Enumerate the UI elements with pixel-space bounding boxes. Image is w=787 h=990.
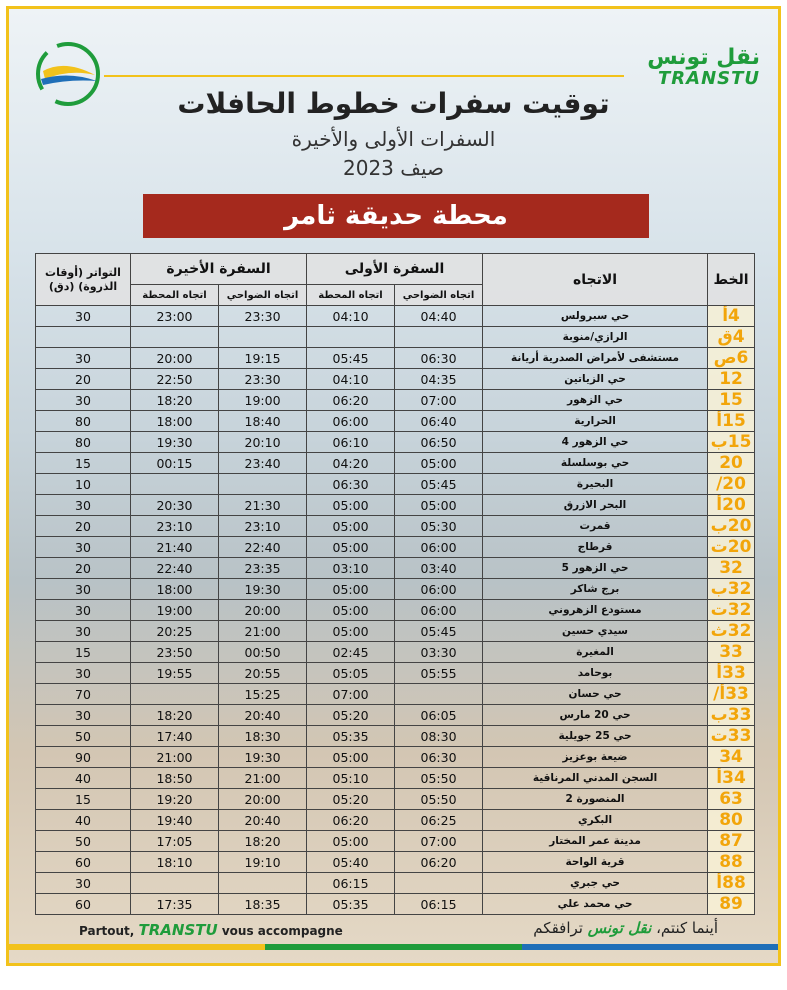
footer-ar-brand: نقل تونس xyxy=(587,919,652,937)
first-to-station-cell: 05:20 xyxy=(307,705,395,726)
last-to-suburbs-cell: 23:10 xyxy=(219,516,307,537)
frequency-cell: 15 xyxy=(36,453,131,474)
last-to-station-cell: 18:20 xyxy=(131,390,219,411)
table-row xyxy=(36,873,755,894)
last-to-station-cell: 18:10 xyxy=(131,852,219,873)
last-to-suburbs-cell: 18:30 xyxy=(219,726,307,747)
last-to-station-cell: 23:50 xyxy=(131,642,219,663)
first-to-suburbs-cell: 06:25 xyxy=(395,810,483,831)
table-row xyxy=(36,600,755,621)
last-to-station-cell xyxy=(131,684,219,705)
direction-cell: ضيعة بوعزيز xyxy=(483,747,708,768)
table-row xyxy=(36,369,755,390)
frequency-cell: 60 xyxy=(36,894,131,915)
first-to-station-cell: 05:45 xyxy=(307,348,395,369)
station-banner: محطة حديقة ثامر xyxy=(143,194,649,238)
first-to-suburbs-cell: 03:40 xyxy=(395,558,483,579)
last-to-suburbs-cell: 22:40 xyxy=(219,537,307,558)
frequency-cell: 10 xyxy=(36,474,131,495)
direction-cell: حي بوسلسلة xyxy=(483,453,708,474)
frequency-cell: 50 xyxy=(36,726,131,747)
last-to-station-cell: 23:00 xyxy=(131,306,219,327)
last-to-suburbs-cell xyxy=(219,474,307,495)
frequency-cell: 15 xyxy=(36,642,131,663)
first-to-suburbs-cell: 06:50 xyxy=(395,432,483,453)
direction-cell: حي الزياتين xyxy=(483,369,708,390)
direction-cell: المغيرة xyxy=(483,642,708,663)
line-number-cell: 33أ/ xyxy=(708,684,755,705)
frequency-cell: 30 xyxy=(36,663,131,684)
footer-fr-brand: TRANSTU xyxy=(138,921,218,939)
schedule-body xyxy=(36,306,755,915)
line-number-cell: 4أ xyxy=(708,306,755,327)
first-to-suburbs-cell: 06:15 xyxy=(395,894,483,915)
first-to-station-cell: 05:00 xyxy=(307,516,395,537)
last-to-suburbs-cell: 23:40 xyxy=(219,453,307,474)
first-to-station-cell: 06:15 xyxy=(307,873,395,894)
table-row xyxy=(36,684,755,705)
first-to-suburbs-cell: 06:00 xyxy=(395,600,483,621)
line-number-cell: 33أ xyxy=(708,663,755,684)
table-row xyxy=(36,327,755,348)
first-to-station-cell: 05:40 xyxy=(307,852,395,873)
line-number-cell: 88أ xyxy=(708,873,755,894)
header-line: الخط xyxy=(708,254,755,306)
line-number-cell: 20/ xyxy=(708,474,755,495)
last-to-station-cell xyxy=(131,327,219,348)
last-to-suburbs-cell: 23:35 xyxy=(219,558,307,579)
first-to-suburbs-cell: 05:00 xyxy=(395,495,483,516)
direction-cell: قرية الواحة xyxy=(483,852,708,873)
frequency-cell: 20 xyxy=(36,558,131,579)
direction-cell: السجن المدني المرناقية xyxy=(483,768,708,789)
table-row xyxy=(36,348,755,369)
direction-cell: حي حسان xyxy=(483,684,708,705)
frequency-cell xyxy=(36,327,131,348)
table-row xyxy=(36,705,755,726)
direction-cell: سيدي حسين xyxy=(483,621,708,642)
first-to-suburbs-cell: 05:50 xyxy=(395,789,483,810)
last-to-station-cell: 19:30 xyxy=(131,432,219,453)
last-to-station-cell: 22:50 xyxy=(131,369,219,390)
direction-cell: مستودع الزهروني xyxy=(483,600,708,621)
line-number-cell: 15 xyxy=(708,390,755,411)
first-to-suburbs-cell: 05:45 xyxy=(395,474,483,495)
last-to-station-cell: 20:00 xyxy=(131,348,219,369)
last-to-suburbs-cell xyxy=(219,327,307,348)
first-to-suburbs-cell: 05:50 xyxy=(395,768,483,789)
header-last-to-station: اتجاه المحطة xyxy=(131,285,219,306)
table-row xyxy=(36,831,755,852)
last-to-station-cell xyxy=(131,474,219,495)
footer-fr-post: vous accompagne xyxy=(221,924,343,938)
first-to-suburbs-cell xyxy=(395,684,483,705)
first-to-station-cell: 02:45 xyxy=(307,642,395,663)
last-to-suburbs-cell: 20:10 xyxy=(219,432,307,453)
table-row xyxy=(36,852,755,873)
line-number-cell: 15أ xyxy=(708,411,755,432)
transtu-logo xyxy=(647,47,760,89)
direction-cell: حي الزهور xyxy=(483,390,708,411)
first-to-station-cell: 05:35 xyxy=(307,726,395,747)
direction-cell: قمرت xyxy=(483,516,708,537)
frequency-cell: 30 xyxy=(36,705,131,726)
header-direction: الاتجاه xyxy=(483,254,708,306)
frequency-cell: 20 xyxy=(36,516,131,537)
header-first-trip: السفرة الأولى xyxy=(307,254,483,285)
line-number-cell: 20أ xyxy=(708,495,755,516)
first-to-suburbs-cell: 06:20 xyxy=(395,852,483,873)
header-last-to-suburbs: اتجاه الضواحي xyxy=(219,285,307,306)
line-number-cell: 20 xyxy=(708,453,755,474)
line-number-cell: 4ق xyxy=(708,327,755,348)
first-to-station-cell: 05:00 xyxy=(307,747,395,768)
table-row xyxy=(36,474,755,495)
header-last-trip: السفرة الأخيرة xyxy=(131,254,307,285)
first-to-station-cell: 07:00 xyxy=(307,684,395,705)
line-number-cell: 15ب xyxy=(708,432,755,453)
frequency-cell: 30 xyxy=(36,306,131,327)
table-row xyxy=(36,789,755,810)
line-number-cell: 33ت xyxy=(708,726,755,747)
footer-ar-post: ترافقكم xyxy=(533,919,583,937)
table-row xyxy=(36,537,755,558)
page-subtitle: السفرات الأولى والأخيرة xyxy=(291,127,496,151)
line-number-cell: 32ث xyxy=(708,621,755,642)
table-row xyxy=(36,747,755,768)
first-to-station-cell: 06:20 xyxy=(307,390,395,411)
first-to-suburbs-cell: 03:30 xyxy=(395,642,483,663)
frequency-cell: 40 xyxy=(36,768,131,789)
last-to-suburbs-cell: 00:50 xyxy=(219,642,307,663)
footer-color-stripe xyxy=(9,944,778,950)
footer-slogan-ar xyxy=(533,919,718,937)
first-to-suburbs-cell: 06:00 xyxy=(395,579,483,600)
line-number-cell: 20ت xyxy=(708,537,755,558)
first-to-suburbs-cell: 06:30 xyxy=(395,747,483,768)
direction-cell: حي جبري xyxy=(483,873,708,894)
first-to-suburbs-cell: 07:00 xyxy=(395,390,483,411)
frequency-cell: 30 xyxy=(36,873,131,894)
last-to-station-cell: 23:10 xyxy=(131,516,219,537)
last-to-suburbs-cell: 20:00 xyxy=(219,600,307,621)
frequency-cell: 30 xyxy=(36,600,131,621)
first-to-suburbs-cell: 05:00 xyxy=(395,453,483,474)
line-number-cell: 87 xyxy=(708,831,755,852)
last-to-station-cell: 21:00 xyxy=(131,747,219,768)
table-row xyxy=(36,894,755,915)
last-to-station-cell: 17:35 xyxy=(131,894,219,915)
last-to-suburbs-cell: 21:30 xyxy=(219,495,307,516)
last-to-station-cell: 18:20 xyxy=(131,705,219,726)
last-to-suburbs-cell: 18:40 xyxy=(219,411,307,432)
direction-cell: البحر الازرق xyxy=(483,495,708,516)
last-to-suburbs-cell: 21:00 xyxy=(219,768,307,789)
frequency-cell: 20 xyxy=(36,369,131,390)
line-number-cell: 33 xyxy=(708,642,755,663)
brand-latin: TRANSTU xyxy=(658,68,760,89)
first-to-station-cell: 03:10 xyxy=(307,558,395,579)
direction-cell: بوحامد xyxy=(483,663,708,684)
last-to-suburbs-cell: 23:30 xyxy=(219,306,307,327)
last-to-station-cell: 22:40 xyxy=(131,558,219,579)
footer-fr-pre: Partout, xyxy=(79,924,135,938)
last-to-suburbs-cell: 15:25 xyxy=(219,684,307,705)
frequency-cell: 30 xyxy=(36,537,131,558)
table-row xyxy=(36,726,755,747)
footer-slogan-fr xyxy=(79,921,343,939)
last-to-station-cell: 21:40 xyxy=(131,537,219,558)
direction-cell: حي الزهور 5 xyxy=(483,558,708,579)
frequency-cell: 60 xyxy=(36,852,131,873)
last-to-station-cell: 18:50 xyxy=(131,768,219,789)
timetable-poster xyxy=(6,6,781,966)
brand-arabic: نقل تونس xyxy=(647,45,760,70)
last-to-station-cell: 18:00 xyxy=(131,579,219,600)
table-row xyxy=(36,453,755,474)
first-to-station-cell xyxy=(307,327,395,348)
line-number-cell: 63 xyxy=(708,789,755,810)
frequency-cell: 80 xyxy=(36,432,131,453)
frequency-cell: 15 xyxy=(36,789,131,810)
last-to-suburbs-cell: 23:30 xyxy=(219,369,307,390)
last-to-suburbs-cell xyxy=(219,873,307,894)
first-to-station-cell: 05:00 xyxy=(307,621,395,642)
table-row xyxy=(36,516,755,537)
first-to-station-cell: 05:00 xyxy=(307,495,395,516)
table-row xyxy=(36,306,755,327)
last-to-suburbs-cell: 20:55 xyxy=(219,663,307,684)
table-row xyxy=(36,432,755,453)
header-first-to-station: اتجاه المحطة xyxy=(307,285,395,306)
frequency-cell: 30 xyxy=(36,495,131,516)
last-to-suburbs-cell: 19:00 xyxy=(219,390,307,411)
line-number-cell: 20ب xyxy=(708,516,755,537)
first-to-suburbs-cell: 08:30 xyxy=(395,726,483,747)
line-number-cell: 6ص xyxy=(708,348,755,369)
line-number-cell: 12 xyxy=(708,369,755,390)
first-to-station-cell: 05:00 xyxy=(307,537,395,558)
header-first-to-suburbs: اتجاه الضواحي xyxy=(395,285,483,306)
table-row xyxy=(36,579,755,600)
direction-cell: حي الزهور 4 xyxy=(483,432,708,453)
frequency-cell: 30 xyxy=(36,348,131,369)
last-to-suburbs-cell: 19:15 xyxy=(219,348,307,369)
first-to-suburbs-cell xyxy=(395,327,483,348)
last-to-station-cell: 00:15 xyxy=(131,453,219,474)
first-to-suburbs-cell: 05:55 xyxy=(395,663,483,684)
line-number-cell: 89 xyxy=(708,894,755,915)
line-number-cell: 32ب xyxy=(708,579,755,600)
direction-cell: الرازي/منوبة xyxy=(483,327,708,348)
frequency-cell: 30 xyxy=(36,579,131,600)
direction-cell: برج شاكر xyxy=(483,579,708,600)
frequency-cell: 40 xyxy=(36,810,131,831)
first-to-station-cell: 05:00 xyxy=(307,600,395,621)
last-to-station-cell: 19:40 xyxy=(131,810,219,831)
direction-cell: البكري xyxy=(483,810,708,831)
last-to-suburbs-cell: 19:10 xyxy=(219,852,307,873)
page-title: توقيت سفرات خطوط الحافلات xyxy=(177,87,610,120)
season-label: صيف 2023 xyxy=(343,156,444,180)
direction-cell: الحرارية xyxy=(483,411,708,432)
first-to-station-cell: 06:10 xyxy=(307,432,395,453)
direction-cell: حي محمد علي xyxy=(483,894,708,915)
frequency-cell: 30 xyxy=(36,621,131,642)
first-to-station-cell: 05:05 xyxy=(307,663,395,684)
direction-cell: البحيرة xyxy=(483,474,708,495)
last-to-station-cell: 19:00 xyxy=(131,600,219,621)
first-to-suburbs-cell: 06:05 xyxy=(395,705,483,726)
header-divider xyxy=(104,75,624,77)
last-to-station-cell: 19:55 xyxy=(131,663,219,684)
first-to-station-cell: 04:10 xyxy=(307,306,395,327)
first-to-station-cell: 05:20 xyxy=(307,789,395,810)
last-to-suburbs-cell: 19:30 xyxy=(219,747,307,768)
first-to-suburbs-cell: 04:35 xyxy=(395,369,483,390)
last-to-suburbs-cell: 21:00 xyxy=(219,621,307,642)
first-to-suburbs-cell: 07:00 xyxy=(395,831,483,852)
first-to-suburbs-cell: 06:40 xyxy=(395,411,483,432)
frequency-cell: 50 xyxy=(36,831,131,852)
first-to-suburbs-cell: 06:30 xyxy=(395,348,483,369)
line-number-cell: 34 xyxy=(708,747,755,768)
line-number-cell: 33ب xyxy=(708,705,755,726)
last-to-station-cell: 17:40 xyxy=(131,726,219,747)
frequency-cell: 80 xyxy=(36,411,131,432)
first-to-station-cell: 05:10 xyxy=(307,768,395,789)
last-to-station-cell: 18:00 xyxy=(131,411,219,432)
last-to-station-cell: 20:30 xyxy=(131,495,219,516)
table-row xyxy=(36,768,755,789)
last-to-station-cell: 19:20 xyxy=(131,789,219,810)
direction-cell: مستشفى لأمراض الصدرية أريانة xyxy=(483,348,708,369)
first-to-station-cell: 05:00 xyxy=(307,831,395,852)
line-number-cell: 32ت xyxy=(708,600,755,621)
last-to-suburbs-cell: 20:40 xyxy=(219,705,307,726)
last-to-suburbs-cell: 19:30 xyxy=(219,579,307,600)
table-row xyxy=(36,642,755,663)
table-row xyxy=(36,390,755,411)
direction-cell: حي 25 جويلية xyxy=(483,726,708,747)
direction-cell: المنصورة 2 xyxy=(483,789,708,810)
first-to-station-cell: 05:00 xyxy=(307,579,395,600)
line-number-cell: 80 xyxy=(708,810,755,831)
footer-ar-pre: أينما كنتم، xyxy=(656,919,718,937)
frequency-cell: 30 xyxy=(36,390,131,411)
last-to-suburbs-cell: 18:20 xyxy=(219,831,307,852)
header-frequency: التواتر (أوقات الذروة) (دق) xyxy=(36,254,131,306)
first-to-station-cell: 06:00 xyxy=(307,411,395,432)
last-to-suburbs-cell: 18:35 xyxy=(219,894,307,915)
last-to-station-cell: 17:05 xyxy=(131,831,219,852)
direction-cell: قرطاج xyxy=(483,537,708,558)
schedule-table xyxy=(35,253,755,915)
frequency-cell: 70 xyxy=(36,684,131,705)
table-row xyxy=(36,558,755,579)
line-number-cell: 32 xyxy=(708,558,755,579)
last-to-suburbs-cell: 20:40 xyxy=(219,810,307,831)
table-row xyxy=(36,663,755,684)
first-to-suburbs-cell: 06:00 xyxy=(395,537,483,558)
first-to-suburbs-cell: 05:30 xyxy=(395,516,483,537)
table-row xyxy=(36,810,755,831)
first-to-suburbs-cell xyxy=(395,873,483,894)
table-row xyxy=(36,621,755,642)
first-to-station-cell: 05:35 xyxy=(307,894,395,915)
first-to-suburbs-cell: 05:45 xyxy=(395,621,483,642)
first-to-station-cell: 06:30 xyxy=(307,474,395,495)
first-to-station-cell: 04:10 xyxy=(307,369,395,390)
table-row xyxy=(36,411,755,432)
table-row xyxy=(36,495,755,516)
direction-cell: حي سبرولس xyxy=(483,306,708,327)
direction-cell: مدينة عمر المختار xyxy=(483,831,708,852)
last-to-suburbs-cell: 20:00 xyxy=(219,789,307,810)
line-number-cell: 34أ xyxy=(708,768,755,789)
first-to-suburbs-cell: 04:40 xyxy=(395,306,483,327)
frequency-cell: 90 xyxy=(36,747,131,768)
last-to-station-cell xyxy=(131,873,219,894)
first-to-station-cell: 06:20 xyxy=(307,810,395,831)
last-to-station-cell: 20:25 xyxy=(131,621,219,642)
direction-cell: حي 20 مارس xyxy=(483,705,708,726)
line-number-cell: 88 xyxy=(708,852,755,873)
first-to-station-cell: 04:20 xyxy=(307,453,395,474)
